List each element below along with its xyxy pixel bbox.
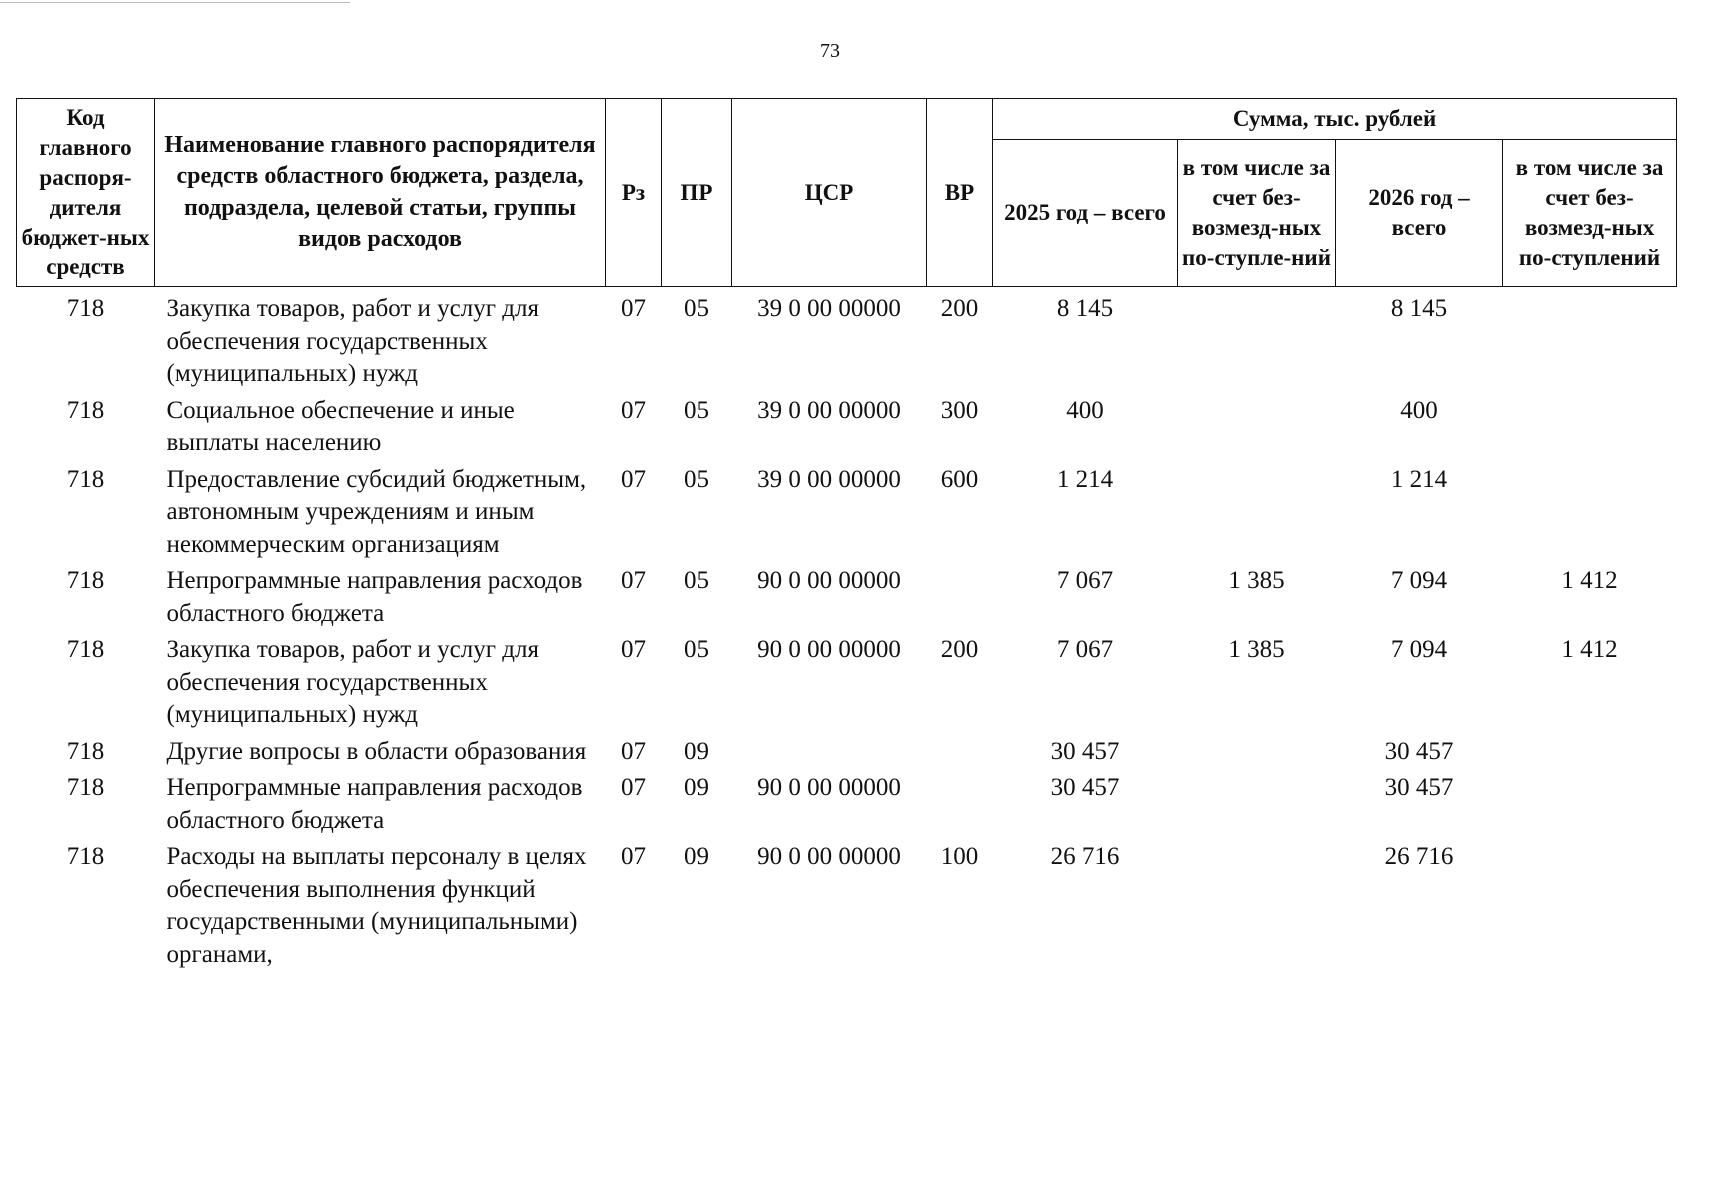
cell-pr: 05 — [684, 295, 709, 323]
cell-2026-free — [1503, 770, 1677, 839]
cell-rz: 07 — [621, 774, 646, 802]
cell-2026-total: 7 094 — [1390, 636, 1448, 664]
cell-code: 718 — [66, 567, 105, 595]
cell-code: 718 — [66, 295, 105, 323]
cell-vr — [927, 563, 993, 632]
cell-2026-free — [1503, 393, 1677, 462]
cell-2026-total: 1 214 — [1390, 465, 1448, 493]
cell-name: Социальное обеспечение и иные выплаты населению — [166, 396, 515, 457]
header-csr: ЦСР — [732, 99, 927, 287]
budget-table-container — [16, 98, 1676, 973]
cell-2025-total: 30 457 — [1050, 774, 1120, 802]
page-number: 73 — [820, 40, 840, 62]
cell-2025-total: 7 067 — [1056, 636, 1114, 664]
table-row — [17, 839, 1677, 973]
header-2025-free: в том числе за счет без-возмезд-ных по-ступле-ний — [1178, 140, 1336, 287]
cell-name: Другие вопросы в области образования — [166, 737, 587, 765]
cell-2026-total: 8 145 — [1390, 295, 1448, 323]
cell-2026-free — [1503, 462, 1677, 564]
cell-rz: 07 — [621, 737, 646, 765]
cell-2025-free — [1178, 393, 1336, 462]
cell-2026-free — [1503, 734, 1677, 771]
cell-2025-total: 8 145 — [1056, 295, 1114, 323]
cell-pr: 09 — [684, 843, 709, 871]
cell-pr: 05 — [684, 396, 709, 424]
cell-vr — [927, 770, 993, 839]
cell-vr: 200 — [940, 636, 979, 664]
table-header — [17, 99, 1677, 287]
cell-2026-total: 26 716 — [1384, 843, 1454, 871]
table-row — [17, 734, 1677, 771]
cell-2026-total: 30 457 — [1384, 737, 1454, 765]
cell-rz: 07 — [621, 843, 646, 871]
cell-rz: 07 — [621, 567, 646, 595]
cell-csr: 39 0 00 00000 — [757, 465, 901, 493]
cell-name: Закупка товаров, работ и услуг для обеспечения государственных (муниципальных) нужд — [166, 636, 539, 729]
cell-2025-total: 400 — [1066, 396, 1104, 424]
cell-name: Непрограммные направления расходов областного бюджета — [166, 567, 583, 627]
table-row — [17, 393, 1677, 462]
cell-vr: 600 — [940, 465, 979, 493]
header-name: Наименование главного распорядителя средств областного бюджета, раздела, подраздела, целевой статьи, группы видов расходов — [155, 99, 606, 287]
cell-rz: 07 — [621, 465, 646, 493]
header-sum: Сумма, тыс. рублей — [993, 99, 1677, 140]
cell-code: 718 — [66, 843, 105, 871]
cell-2025-total: 26 716 — [1050, 843, 1120, 871]
cell-csr: 90 0 00 00000 — [757, 567, 901, 595]
cell-pr: 05 — [684, 567, 709, 595]
header-2026-total: 2026 год – всего — [1336, 140, 1503, 287]
cell-2025-free — [1178, 770, 1336, 839]
cell-code: 718 — [66, 737, 105, 765]
cell-vr: 300 — [940, 396, 979, 424]
cell-2025-free — [1178, 287, 1336, 393]
cell-2025-free: 1 385 — [1228, 636, 1285, 664]
header-rz: Рз — [606, 99, 662, 287]
cell-rz: 07 — [621, 295, 646, 323]
cell-csr: 90 0 00 00000 — [757, 843, 901, 871]
cell-code: 718 — [66, 774, 105, 802]
cell-code: 718 — [66, 465, 105, 493]
cell-2025-free — [1178, 462, 1336, 564]
cell-pr: 09 — [684, 737, 709, 765]
cell-vr: 100 — [940, 843, 979, 871]
cell-2025-free: 1 385 — [1228, 567, 1285, 595]
cell-csr: 39 0 00 00000 — [757, 396, 901, 424]
table-row — [17, 632, 1677, 734]
cell-2025-free — [1178, 839, 1336, 973]
cell-2025-free — [1178, 734, 1336, 771]
cell-name: Расходы на выплаты персоналу в целях обеспечения выполнения функций государственными (муниципальными) органами, — [166, 843, 587, 968]
header-pr: ПР — [662, 99, 732, 287]
scan-edge-line — [0, 2, 350, 3]
cell-vr: 200 — [940, 295, 979, 323]
table-row — [17, 770, 1677, 839]
table-body — [17, 287, 1677, 974]
cell-name: Непрограммные направления расходов областного бюджета — [166, 774, 583, 834]
cell-2026-total: 7 094 — [1390, 567, 1448, 595]
cell-2025-total: 1 214 — [1056, 465, 1114, 493]
cell-2026-total: 400 — [1400, 396, 1438, 424]
cell-code: 718 — [66, 396, 105, 424]
cell-name: Закупка товаров, работ и услуг для обеспечения государственных (муниципальных) нужд — [166, 295, 539, 388]
cell-pr: 05 — [684, 636, 709, 664]
cell-csr: 39 0 00 00000 — [757, 295, 901, 323]
cell-rz: 07 — [621, 636, 646, 664]
header-2025-total: 2025 год – всего — [993, 140, 1178, 287]
cell-2025-total: 7 067 — [1056, 567, 1114, 595]
header-code: Код главного распоря-дителя бюджет-ных средств — [17, 99, 155, 287]
header-vr: ВР — [927, 99, 993, 287]
cell-2026-free — [1503, 839, 1677, 973]
cell-code: 718 — [66, 636, 105, 664]
cell-2026-total: 30 457 — [1384, 774, 1454, 802]
budget-table — [16, 98, 1677, 973]
cell-pr: 09 — [684, 774, 709, 802]
cell-2026-free — [1503, 287, 1677, 393]
cell-2026-free: 1 412 — [1561, 636, 1618, 664]
table-row — [17, 287, 1677, 393]
cell-2026-free: 1 412 — [1561, 567, 1618, 595]
cell-vr — [927, 734, 993, 771]
cell-2025-total: 30 457 — [1050, 737, 1120, 765]
cell-name: Предоставление субсидий бюджетным, автономным учреждениям и иным некоммерческим организациям — [166, 465, 587, 558]
header-2026-free: в том числе за счет без-возмезд-ных по-ступлений — [1503, 140, 1677, 287]
cell-pr: 05 — [684, 465, 709, 493]
cell-rz: 07 — [621, 396, 646, 424]
header-row-1 — [17, 99, 1677, 140]
table-row — [17, 563, 1677, 632]
cell-csr: 90 0 00 00000 — [757, 774, 901, 802]
cell-csr — [732, 734, 927, 771]
table-row — [17, 462, 1677, 564]
cell-csr: 90 0 00 00000 — [757, 636, 901, 664]
